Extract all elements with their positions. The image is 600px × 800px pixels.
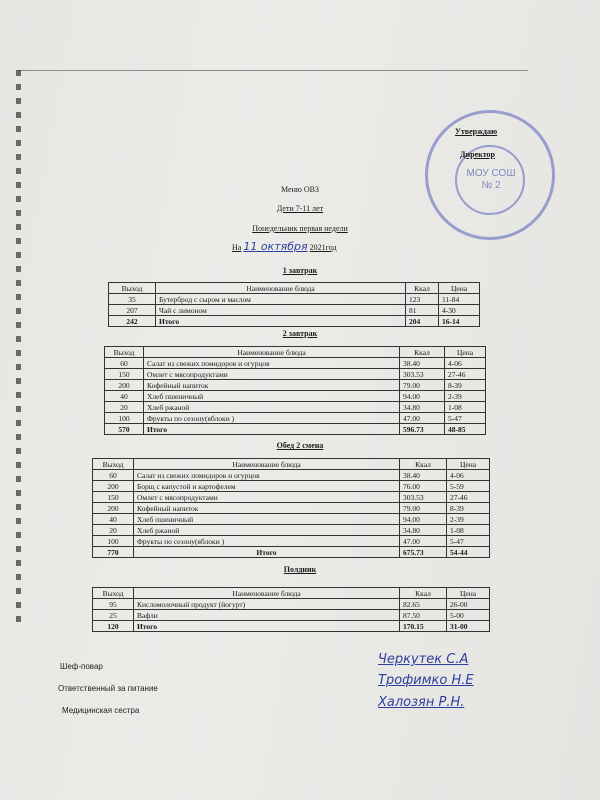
cell-kcal: 94.00 [400,391,445,402]
cell-name: Омлет с мясопродуктами [134,492,400,503]
cell-kcal: 87.50 [400,610,447,621]
total-price: 48-85 [445,424,486,435]
table-row [93,514,490,525]
table-row [93,481,490,492]
cell-name: Борщ с капустой и картофелем [134,481,400,492]
cell-kcal: 303.53 [400,492,447,503]
col-code-header: Выход [105,347,144,358]
cell-kcal: 81 [406,305,439,316]
age-group: Дети 7-11 лет [276,204,324,213]
date-year: 2021год [309,243,337,252]
cell-code: 60 [93,470,134,481]
approve-label: Утверждаю [455,127,498,136]
cell-name: Хлеб ржаной [144,402,400,413]
signature-chef: Черкутек С.А [378,652,469,667]
table-row [93,599,490,610]
section-title-snack: Полдник [283,565,317,574]
cell-price: 5-00 [447,610,490,621]
director-label: Директор [460,150,495,159]
table-row [93,610,490,621]
section-title-lunch: Обед 2 смена [276,441,324,450]
cell-price: 11-84 [439,294,480,305]
col-price-header: Цена [445,347,486,358]
cell-code: 200 [93,503,134,514]
total-price: 54-44 [447,547,490,558]
table-header-row [93,459,490,470]
cell-name: Хлеб пшеничный [134,514,400,525]
col-kcal-header: Ккал [400,459,447,470]
col-kcal-header: Ккал [400,347,445,358]
cell-code: 150 [93,492,134,503]
cell-code: 95 [93,599,134,610]
cell-kcal: 34.80 [400,525,447,536]
table-row [105,358,486,369]
cell-code: 40 [93,514,134,525]
cell-price: 1-08 [447,525,490,536]
table-row [105,413,486,424]
cell-price: 4-06 [447,470,490,481]
col-name-header: Наименование блюда [134,588,400,599]
total-code: 770 [93,547,134,558]
col-code-header: Выход [93,459,134,470]
cell-name: Хлеб ржаной [134,525,400,536]
cell-name: Чай с лимоном [156,305,406,316]
signature-food-manager: Трофимко Н.Е [378,673,474,688]
total-code: 120 [93,621,134,632]
section-title-breakfast-1: 1 завтрак [282,266,318,275]
cell-price: 2-39 [445,391,486,402]
cell-price: 4-30 [439,305,480,316]
total-kcal: 675.73 [400,547,447,558]
cell-price: 5-47 [445,413,486,424]
table-row [105,369,486,380]
cell-kcal: 34.80 [400,402,445,413]
cell-code: 20 [93,525,134,536]
cell-kcal: 47.00 [400,413,445,424]
cell-price: 2-39 [447,514,490,525]
cell-name: Фрукты по сезону(яблоки ) [134,536,400,547]
cell-price: 27-46 [447,492,490,503]
total-name: Итого [156,316,406,327]
table-total-row [93,547,490,558]
cell-kcal: 79.00 [400,503,447,514]
cell-code: 200 [93,481,134,492]
cell-name: Вафли [134,610,400,621]
col-price-header: Цена [439,283,480,294]
col-kcal-header: Ккал [400,588,447,599]
table-total-row [109,316,480,327]
table-row [109,305,480,316]
table-total-row [93,621,490,632]
cell-name: Кофейный напиток [144,380,400,391]
col-code-header: Выход [93,588,134,599]
total-price: 16-14 [439,316,480,327]
cell-kcal: 79.00 [400,380,445,391]
day-label: Понедельник первая недели [252,224,348,233]
table-row [105,391,486,402]
section-title-breakfast-2: 2 завтрак [282,329,318,338]
cell-price: 27-46 [445,369,486,380]
cell-price: 4-06 [445,358,486,369]
cell-price: 5-47 [447,536,490,547]
menu-table-breakfast-2 [104,346,486,435]
col-name-header: Наименование блюда [144,347,400,358]
table-row [93,503,490,514]
table-total-row [105,424,486,435]
cell-code: 60 [105,358,144,369]
cell-code: 100 [105,413,144,424]
cell-name: Кофейный напиток [134,503,400,514]
cell-price: 1-08 [445,402,486,413]
total-name: Итого [134,547,400,558]
table-header-row [109,283,480,294]
total-name: Итого [134,621,400,632]
date-prefix: На [232,243,242,252]
total-code: 570 [105,424,144,435]
menu-table-lunch [92,458,490,558]
col-price-header: Цена [447,588,490,599]
cell-code: 150 [105,369,144,380]
table-row [93,536,490,547]
signature-nurse: Халозян Р.Н. [378,695,465,710]
cell-kcal: 82.65 [400,599,447,610]
cell-price: 8-39 [447,503,490,514]
table-header-row [105,347,486,358]
menu-title: Меню ОВЗ [281,185,319,194]
total-price: 31-00 [447,621,490,632]
total-kcal: 170.15 [400,621,447,632]
total-kcal: 204 [406,316,439,327]
table-row [93,525,490,536]
stamp-seal-text: МОУ СОШ № 2 [466,168,516,191]
top-rule [18,70,528,71]
cell-kcal: 76.00 [400,481,447,492]
cell-kcal: 123 [406,294,439,305]
table-row [105,380,486,391]
col-name-header: Наименование блюда [134,459,400,470]
menu-table-breakfast-1 [108,282,480,327]
cell-name: Хлеб пшеничный [144,391,400,402]
cell-code: 207 [109,305,156,316]
total-kcal: 596.73 [400,424,445,435]
cell-kcal: 38.40 [400,470,447,481]
table-row [105,402,486,413]
cell-kcal: 303.53 [400,369,445,380]
cell-name: Кисломолочный продукт (йогурт) [134,599,400,610]
cell-kcal: 94.00 [400,514,447,525]
date-line [232,240,337,253]
cell-price: 8-39 [445,380,486,391]
menu-table-snack [92,587,490,632]
cell-kcal: 38.40 [400,358,445,369]
cell-code: 200 [105,380,144,391]
cell-kcal: 47.00 [400,536,447,547]
table-row [93,470,490,481]
table-row [109,294,480,305]
cell-name: Бутерброд с сыром и маслом [156,294,406,305]
signature-role-nurse: Медицинская сестра [62,706,140,715]
scan-edge [16,70,21,630]
table-header-row [93,588,490,599]
signature-role-food-manager: Ответственный за питание [58,684,158,693]
col-price-header: Цена [447,459,490,470]
cell-price: 26-00 [447,599,490,610]
cell-code: 20 [105,402,144,413]
table-row [93,492,490,503]
signature-role-chef: Шеф-повар [60,662,103,671]
date-handwritten: 11 октября [243,240,308,253]
col-kcal-header: Ккал [406,283,439,294]
total-code: 242 [109,316,156,327]
cell-code: 40 [105,391,144,402]
cell-code: 100 [93,536,134,547]
cell-name: Салат из свежих помидоров и огурцов [134,470,400,481]
cell-price: 5-59 [447,481,490,492]
cell-name: Салат из свежих помидоров и огурцов [144,358,400,369]
cell-name: Омлет с мясопродуктами [144,369,400,380]
col-name-header: Наименование блюда [156,283,406,294]
cell-code: 25 [93,610,134,621]
col-code-header: Выход [109,283,156,294]
total-name: Итого [144,424,400,435]
cell-code: 35 [109,294,156,305]
cell-name: Фрукты по сезону(яблоки ) [144,413,400,424]
